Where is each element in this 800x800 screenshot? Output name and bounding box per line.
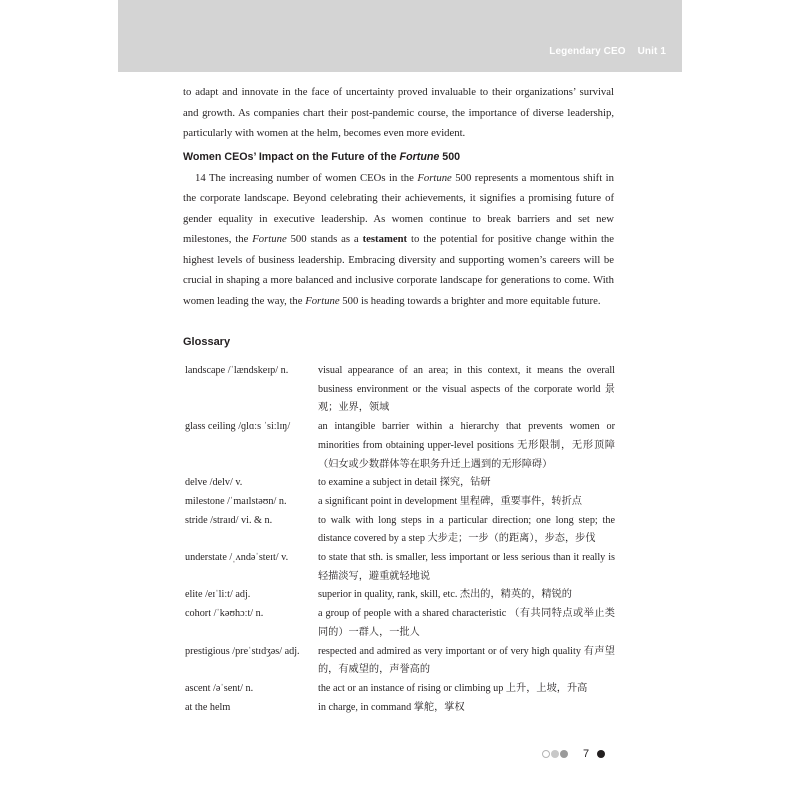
glossary-definition: a significant point in development 里程碑，重要事件，转折点 [318, 495, 582, 507]
para-text: 500 stands as a [286, 233, 363, 245]
glossary-term: elite /eɪˈliːt/ adj. [185, 589, 251, 601]
glossary-entry [185, 680, 615, 699]
decor-dot-icon [597, 750, 605, 758]
glossary-definition: to walk with long steps in a particular direction; one long step; the distance covered by a step 大步走；一步（的距离），步态，步伐 [318, 514, 615, 545]
glossary-entry [185, 605, 615, 642]
glossary-entry [185, 586, 615, 605]
glossary-entry [185, 512, 615, 549]
glossary-definition: to state that sth. is smaller, less important or less serious than it really is 轻描淡写，避重就轻地说 [318, 552, 615, 582]
glossary-definition: in charge, in command 掌舵，掌权 [318, 701, 465, 713]
heading-500: 500 [439, 150, 461, 163]
glossary-term: stride /straɪd/ vi. & n. [185, 514, 273, 526]
heading-text: Women CEOs’ Impact on the Future of the [183, 150, 400, 163]
decor-dot-icon [551, 750, 559, 758]
glossary-definition: a group of people with a shared characteristic （有共同特点或举止类同的）一群人，一批人 [318, 608, 615, 638]
glossary-definition: superior in quality, rank, skill, etc. 杰出的，精英的，精锐的 [318, 589, 572, 601]
glossary-entry [185, 643, 615, 680]
glossary-definition: to examine a subject in detail 探究，钻研 [318, 477, 491, 489]
glossary-definition: respected and admired as very important or of very high quality 有声望的，有威望的，声誉高的 [318, 645, 615, 676]
glossary-term: cohort /ˈkəʊhɔːt/ n. [185, 608, 264, 620]
intro-paragraph: to adapt and innovate in the face of uncertainty proved invaluable to their organizations’ survival and growth. As companies chart their post-pandemic course, the importance of diverse leadership, particularly with women at the helm, becomes even more evident. [183, 86, 614, 139]
glossary-entry [185, 474, 615, 493]
decor-dot-icon [560, 750, 568, 758]
glossary-term: delve /delv/ v. [185, 477, 243, 489]
glossary-term: milestone /ˈmaɪlstəʊn/ n. [185, 495, 287, 507]
glossary-term: understate /ˌʌndəˈsteɪt/ v. [185, 552, 289, 564]
para-text: 500 represents a momentous shift in the corporate landscape. Beyond celebrating their achievements, it signifies a promising future of gender equality in executive leadership. As women continue to break barriers and set new milestones, the [183, 171, 614, 245]
glossary-entry [185, 418, 615, 474]
glossary-term: ascent /əˈsent/ n. [185, 682, 254, 694]
page-footer [542, 748, 606, 760]
unit-label: Unit 1 [637, 46, 666, 57]
glossary-entry [185, 362, 615, 418]
header-band [118, 0, 682, 72]
glossary-entry [185, 549, 615, 586]
para-text: to the potential for positive change within the highest levels of business leadership. Embracing diversity and supporting women’s careers will be crucial in shaping a more balanced and inclusive corporate landscape for generations to come. With women leading the way, the [183, 233, 615, 307]
glossary-definition: visual appearance of an area; in this context, it means the overall business environment or the visual aspects of the corporate world 景观；业界，领域 [318, 365, 615, 414]
para-italic: Fortune [305, 294, 340, 307]
para-italic: Fortune [252, 233, 287, 245]
glossary-term: glass ceiling /ɡlɑːs ˈsiːlɪŋ/ [185, 421, 291, 433]
main-content [183, 82, 614, 311]
heading-fortune: Fortune [399, 150, 440, 163]
glossary-definition: the act or an instance of rising or climbing up 上升，上坡，升高 [318, 682, 588, 694]
paragraph-14 [183, 168, 614, 312]
glossary-definition: an intangible barrier within a hierarchy that prevents women or minorities from obtaining upper-level positions 无形限制，无形顶障（妇女或少数群体等在职务升迁上遇到的无形障碍） [318, 421, 615, 470]
glossary-term: at the helm [185, 701, 231, 713]
glossary-term: landscape /ˈlændskeɪp/ n. [185, 365, 289, 376]
glossary-entry [185, 699, 615, 718]
decor-dot-icon [542, 750, 550, 758]
para-bold: testament [362, 233, 408, 245]
glossary-title: Glossary [183, 336, 231, 348]
page-number: 7 [583, 748, 590, 760]
paragraph-number: 14 [195, 171, 206, 184]
glossary-entry [185, 493, 615, 512]
para-text: The increasing number of women CEOs in the [205, 171, 418, 184]
section-heading [183, 148, 614, 166]
book-title: Legendary CEO [549, 46, 626, 57]
para-italic: Fortune [417, 171, 452, 184]
glossary-list [185, 362, 615, 717]
running-header [549, 46, 666, 57]
glossary-term: prestigious /preˈstɪdʒəs/ adj. [185, 645, 300, 657]
para-text: 500 is heading towards a brighter and more equitable future. [339, 294, 601, 307]
